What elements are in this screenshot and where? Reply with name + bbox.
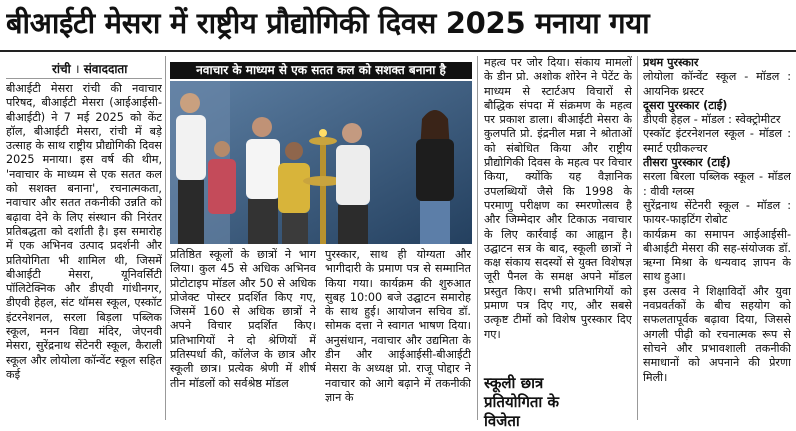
column-3-text: पुरस्कार, साथ ही योग्यता और भागीदारी के प्रमाण पत्र से सम्मानित किया गया। कार्यक्रम की शुरुआत सुबह 10:00 बजे उद्घाटन समारोह के साथ हुई। आयोजन सचिव डॉ. सोमक दत्ता ने स्वागत भाषण दिया। अनुसंधान, नवाचार और उद्यमिता के डीन और आईआईसी-बीआईटी मेसरा के अध्यक्ष प्रो. राजू पोद्दार ने नवाचार को आगे बढ़ाने में तकनीकी ज्ञान के [325,248,471,404]
column-1-text: बीआईटी मेसरा रांची की नवाचार परिषद, बीआईटी मेसरा (आईआईसी-बीआईटी) ने 7 मई 2025 को केंट हॉल, बीआईटी मेसरा, रांची में बड़े उत्साह के साथ राष्ट्रीय प्रौद्योगिकी दिवस 2025 मनाया। इस वर्ष की थीम, 'नवाचार के माध्यम से एक सतत कल को सशक्त बनाना', रचनात्मकता, नवाचार और सतत तकनीकी उन्नति को बढ़ावा देने के लिए संस्थान की निरंतर प्रतिबद्धता को दर्शाती है। इस समारोह में एक अभिनव उत्पाद प्रदर्शनी और प्रतियोगिता भी शामिल थी, जिसमें बीआईटी मेसरा, यूनिवर्सिटी पॉलिटेक्निक और डीएवी गांधीनगर, डीएवी हेहल, संट थॉमस स्कूल, एस्कॉट इंटरनेशनल, सरला बिड़ला पब्लिक स्कूल, मनन विद्या मंदिर, जेएनवी मेसरा, सुरेंद्रनाथ सेंटेनरी स्कूल, कैराली स्कूल और लोयोला कॉन्वेंट स्कूल सहित कई [6,82,162,381]
winners-subhead: स्कूली छात्र प्रतियोगिता के विजेता [484,374,560,430]
article-column-1 [6,82,162,420]
closing-paragraph-1: कार्यक्रम का समापन आईआईसी-बीआईटी मेसरा की सह-संयोजक डॉ. ऋग्ना मिश्रा के धन्यवाद ज्ञापन के साथ हुआ। [643,227,791,284]
column-divider [637,56,638,420]
winner-line-7: सरला बिरला पब्लिक स्कूल - मॉडल : वीवी ग्लव्स [643,170,791,198]
winner-line-3: दूसरा पुरस्कार (टाई) [643,98,728,112]
winner-line-4: डीएवी हेहल - मॉडल : स्वेक्ट्रोमीटर [643,113,781,127]
closing-paragraph-2: इस उत्सव ने शिक्षाविदों और युवा नवप्रवर्तकों के बीच सहयोग को सफलतापूर्वक बढ़ावा दिया, जिससे अगली पीढ़ी को रचनात्मक रूप से सोचने और प्रभावशाली तकनीकी समाधानों को अपनाने की प्रेरणा मिली। [643,284,791,384]
article-column-4 [484,56,632,372]
byline [52,60,127,77]
column-2-text: प्रतिष्ठित स्कूलों के छात्रों ने भाग लिया। कुल 45 से अधिक अभिनव प्रोटोटाइप मॉडल और 50 से अधिक प्रोजेक्ट पोस्टर प्रदर्शित किए गए, जिसमें 160 से अधिक छात्रों ने अपने विचार प्रदर्शित किए। प्रतिभागियों ने दो श्रेणियों में प्रतिस्पर्धा की, कॉलेज के छात्र और स्कूली छात्र। प्रत्येक श्रेणी में शीर्ष तीन मॉडलों को सर्वश्रेष्ठ मॉडल [170,248,316,390]
column-4-text: महत्व पर जोर दिया। संकाय मामलों के डीन प्रो. अशोक शोरेन ने पेटेंट के माध्यम से स्टार्टअप विचारों से बौद्धिक संपदा में संक्रमण के महत्व पर प्रकाश डाला। बीआईटी मेसरा के कुलपति प्रो. इंद्रनील मन्ना ने श्रोताओं को संबोधित किया और राष्ट्रीय प्रौद्योगिकी दिवस के महत्व पर विचार किया, क्योंकि यह वैज्ञानिक उपलब्धियों जैसे कि 1998 के परमाणु परीक्षण का स्मरणोत्सव है और जिम्मेदार और टिकाऊ नवाचार के लिए कार्रवाई का आह्वान है। उद्घाटन सत्र के बाद, स्कूली छात्रों ने कक्ष संकाय सदस्यों से युक्त विशेषज्ञ जूरी पैनल के समक्ष अपने मॉडल प्रस्तुत किए। सभी प्रतिभागियों को प्रमाण पत्र दिए गए, और सबसे उत्कृष्ट टीमों को विशेष पुरस्कार दिए गए। [484,56,632,341]
winner-line-8: सुरेंद्रनाथ सेंटेनरी स्कूल - मॉडल : फायर-फाइटिंग रोबोट [643,198,791,227]
winner-line-5: एस्कॉट इंटरनेशनल स्कूल - मॉडल : स्मार्ट एग्रीकल्चर [643,127,791,155]
kicker: नवाचार के माध्यम से एक सतत कल को सशक्त बनाना है [170,62,472,79]
headline: बीआईटी मेसरा में राष्ट्रीय प्रौद्योगिकी दिवस 2025 मनाया गया [6,6,650,40]
person-1 [176,93,206,244]
byline-city: रांची [52,62,71,76]
column-divider [165,56,166,420]
winner-line-2: लोयोला कॉन्वेंट स्कूल - मॉडल : आयनिक थ्रस्टर [643,70,791,98]
winner-line-6: तीसरा पुरस्कार (टाई) [643,156,731,170]
article-column-2 [170,248,316,420]
event-photo [170,81,472,244]
byline-separator: । [74,62,80,76]
winner-line-1: प्रथम पुरस्कार [643,56,699,69]
column-divider [477,56,478,420]
person-6 [416,110,454,244]
article-column-5 [643,56,791,420]
byline-rule [6,78,162,79]
article-column-3 [325,248,471,420]
byline-reporter: संवाददाता [83,62,128,76]
headline-rule [0,50,796,52]
lamp-lighting-photo [170,81,472,244]
